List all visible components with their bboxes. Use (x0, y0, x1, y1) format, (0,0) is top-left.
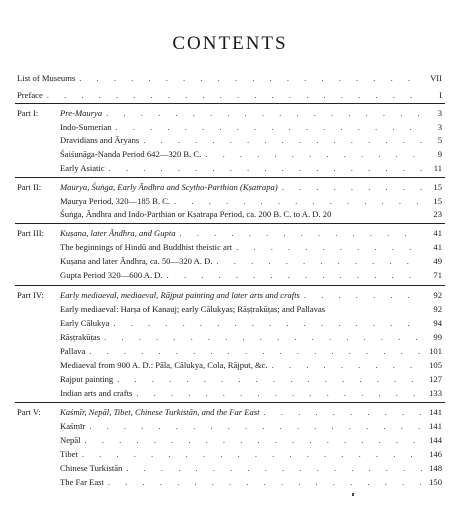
toc-entry-page: I (439, 90, 442, 100)
dot-leader (217, 255, 423, 267)
toc-entry-label: Mediaeval from 900 A. D.: Pāla, Cālukya, Cola, Rājput, &c. (60, 360, 268, 370)
part-label: Part V: (17, 407, 41, 417)
part-heading: Early mediaeval, mediaeval, Rājput painting and later arts and crafts (60, 290, 300, 300)
section-divider (15, 223, 445, 224)
toc-entry (0, 448, 460, 460)
part-heading-row (0, 181, 460, 193)
toc-entry-page: 23 (433, 209, 442, 219)
toc-entry-page: 15 (433, 196, 442, 206)
toc-entry-page: 41 (433, 242, 442, 252)
toc-entry-page: 15 (433, 182, 442, 192)
part-label: Part III: (17, 228, 44, 238)
dot-leader (108, 476, 422, 488)
dot-leader (174, 195, 422, 207)
toc-entry-page: 148 (429, 463, 442, 473)
toc-entry-page: 105 (429, 360, 442, 370)
dot-leader (117, 373, 422, 385)
part-heading-row (0, 289, 460, 301)
dot-leader (85, 434, 422, 446)
toc-entry (0, 134, 460, 146)
toc-entry (0, 208, 460, 220)
toc-entry (0, 195, 460, 207)
toc-entry-label: Indian arts and crafts (60, 388, 133, 398)
toc-entry (0, 434, 460, 446)
toc-entry-page: 3 (437, 122, 442, 132)
toc-entry-page: 5 (437, 135, 442, 145)
toc-entry-page: 144 (429, 435, 442, 445)
part-label: Part II: (17, 182, 42, 192)
section-divider (15, 177, 445, 178)
toc-entry-page: 146 (429, 449, 442, 459)
part-heading-row (0, 227, 460, 239)
toc-entry-label: Chinese Turkistān (60, 463, 123, 473)
dot-leader (89, 420, 422, 432)
ink-speck (352, 493, 354, 496)
part-heading: Maurya, Śuṅga, Early Āndhra and Scytho-Parthian (Kṣatrapa) (60, 182, 278, 192)
dot-leader (304, 289, 422, 301)
dot-leader (126, 462, 422, 474)
dot-leader (82, 448, 422, 460)
toc-entry-page: 49 (433, 256, 442, 266)
toc-entry-label: Rajput painting (60, 374, 114, 384)
toc-entry (0, 387, 460, 399)
toc-entry-label: Gupta Period 320—600 A. D. (60, 270, 163, 280)
dot-leader (272, 359, 422, 371)
dot-leader (104, 331, 422, 343)
toc-entry-page: 127 (429, 374, 442, 384)
dot-leader (143, 134, 422, 146)
toc-entry-label: List of Museums (17, 73, 76, 83)
toc-entry-page: 99 (433, 332, 442, 342)
dot-leader (109, 162, 422, 174)
dot-leader (106, 107, 422, 119)
toc-entry-page: 92 (433, 304, 442, 314)
dot-leader (47, 89, 422, 101)
toc-entry (0, 269, 460, 281)
toc-entry-label: The Far East (60, 477, 104, 487)
part-heading: Kaśmīr, Nepāl, Tibet, Chinese Turkistān, and the Far East (60, 407, 260, 417)
toc-entry-page: 94 (433, 318, 442, 328)
toc-entry-page: 3 (437, 108, 442, 118)
section-divider (15, 402, 445, 403)
toc-entry-label: Early mediaeval: Harṣa of Kanauj; early Cālukyas; Rāṣṭrakūṭas; and Pallavas (60, 304, 326, 314)
toc-entry-label: Kuṣana and later Āndhra, ca. 50—320 A. D. (60, 256, 213, 266)
dot-leader (136, 387, 422, 399)
dot-leader (116, 121, 422, 133)
part-heading-row (0, 406, 460, 418)
toc-entry (0, 255, 460, 267)
toc-entry-page: 92 (433, 290, 442, 300)
toc-entry (0, 476, 460, 488)
dot-leader (113, 317, 422, 329)
dot-leader (180, 227, 422, 239)
toc-entry (0, 241, 460, 253)
section-divider (15, 103, 445, 104)
toc-entry (0, 317, 460, 329)
part-label: Part I: (17, 108, 39, 118)
toc-entry-page: 141 (429, 407, 442, 417)
toc-entry-page: 9 (437, 149, 442, 159)
dot-leader (79, 72, 422, 84)
toc-entry-page: VII (430, 73, 442, 83)
toc-entry (0, 331, 460, 343)
toc-entry-label: Śaiśunāga-Nanda Period 642—320 B. C. (60, 149, 202, 159)
dot-leader (264, 406, 422, 418)
toc-entry-preface (0, 89, 460, 101)
toc-entry (0, 420, 460, 432)
toc-entry-page: 41 (433, 228, 442, 238)
toc-entry-label: Pallava (60, 346, 86, 356)
toc-entry (0, 359, 460, 371)
toc-entry-label: Dravidians and Āryans (60, 135, 140, 145)
toc-entry-list-of-museums (0, 72, 460, 84)
part-heading: Kuṣana, later Āndhra, and Gupta (60, 228, 176, 238)
dot-leader (205, 148, 422, 160)
toc-entry-label: Indo-Sumerian (60, 122, 112, 132)
toc-entry-label: The beginnings of Hindū and Buddhist theistic art (60, 242, 233, 252)
toc-entry-page: 133 (429, 388, 442, 398)
toc-entry-page: 71 (433, 270, 442, 280)
toc-entry-label: Tibet (60, 449, 78, 459)
dot-leader (167, 269, 422, 281)
dot-leader (236, 241, 422, 253)
contents-title: CONTENTS (172, 33, 288, 54)
toc-entry (0, 148, 460, 160)
toc-entry-label: Śuṅga, Āndhra and Indo-Parthian or Kṣatrapa Period, ca. 200 B. C. to A. D. 20 (60, 209, 332, 219)
toc-entry (0, 373, 460, 385)
toc-entry-page: 11 (433, 163, 442, 173)
toc-entry (0, 462, 460, 474)
part-label: Part IV: (17, 290, 44, 300)
toc-entry-label: Preface (17, 90, 43, 100)
section-divider (15, 285, 445, 286)
dot-leader (89, 345, 422, 357)
toc-entry-label: Kaśmīr (60, 421, 86, 431)
toc-entry (0, 345, 460, 357)
part-heading-row (0, 107, 460, 119)
toc-entry (0, 162, 460, 174)
toc-entry (0, 121, 460, 133)
toc-entry-page: 101 (429, 346, 442, 356)
toc-entry-page: 150 (429, 477, 442, 487)
toc-entry-label: Early Cālukya (60, 318, 110, 328)
toc-entry-label: Rāṣṭrakūṭas (60, 332, 101, 342)
toc-entry (0, 303, 460, 315)
toc-entry-label: Early Asiatic (60, 163, 105, 173)
toc-entry-page: 141 (429, 421, 442, 431)
toc-entry-label: Nepāl (60, 435, 81, 445)
dot-leader (282, 181, 422, 193)
toc-entry-label: Maurya Period, 320—185 B. C. (60, 196, 171, 206)
part-heading: Pre-Maurya (60, 108, 103, 118)
